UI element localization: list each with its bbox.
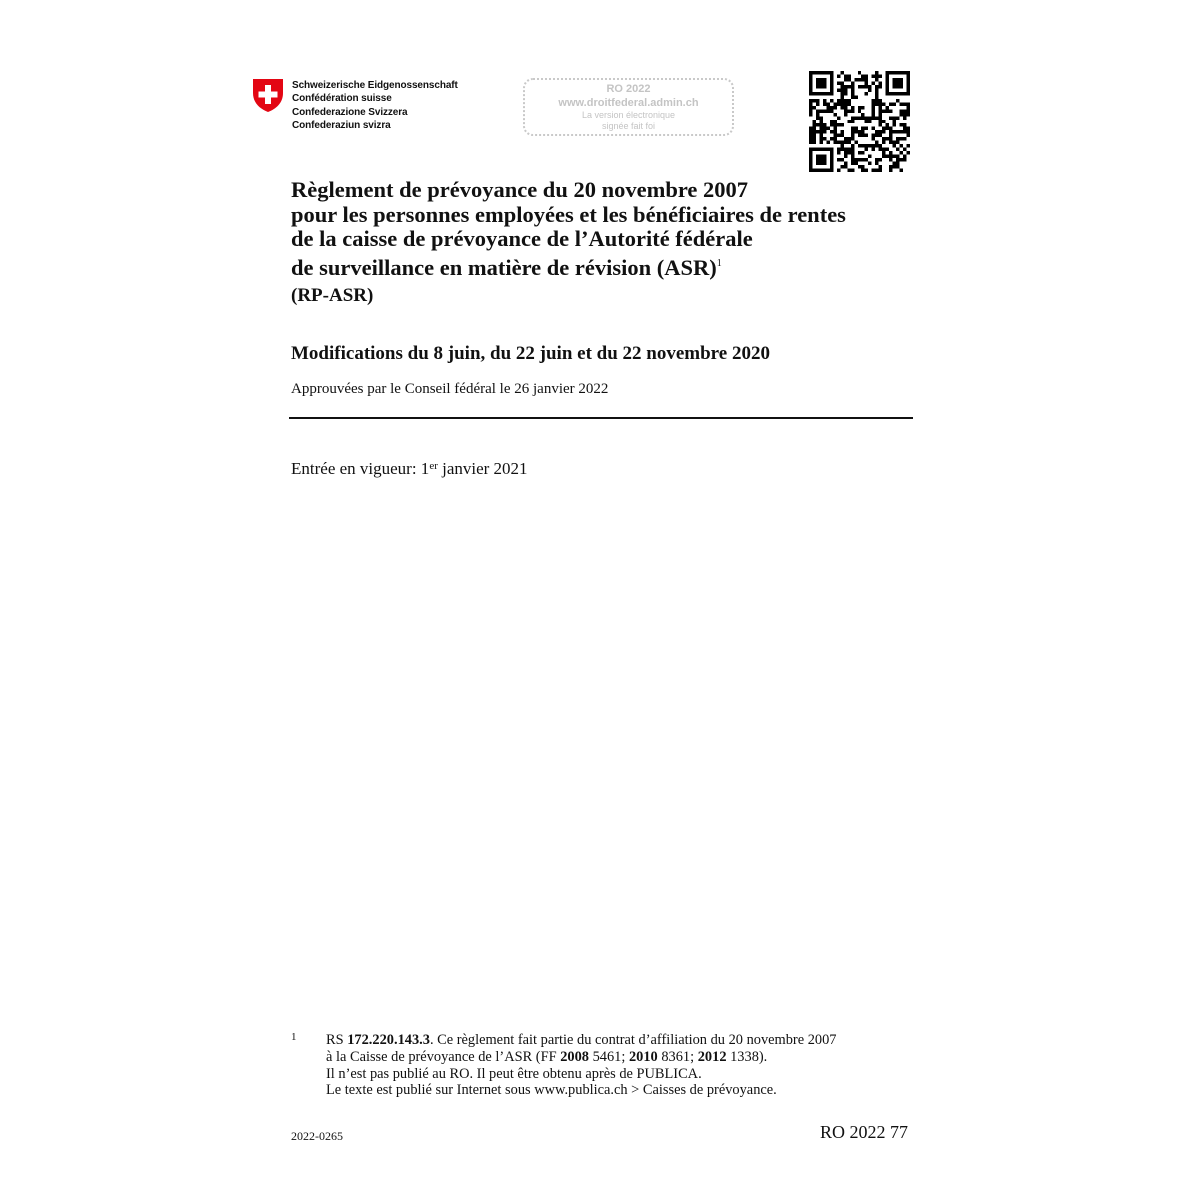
document-id: 2022-0265 bbox=[291, 1129, 343, 1143]
federal-name-de: Schweizerische Eidgenossenschaft bbox=[292, 80, 458, 91]
fn-rs-number: 172.220.143.3 bbox=[347, 1032, 430, 1048]
footnote-number: 1 bbox=[291, 1031, 297, 1043]
federal-administration-names bbox=[292, 79, 458, 133]
footnote-text bbox=[326, 1032, 837, 1099]
title-line-2: pour les personnes employées et les bénéficiaires de rentes bbox=[291, 201, 846, 227]
entry-suffix: janvier 2021 bbox=[437, 459, 528, 478]
modifications-heading: Modifications du 8 juin, du 22 juin et du 22 novembre 2020 bbox=[291, 343, 770, 364]
qr-code-icon bbox=[809, 71, 910, 172]
stamp-collection: RO 2022 bbox=[606, 83, 651, 95]
title-line-1: Règlement de prévoyance du 20 novembre 2007 bbox=[291, 177, 749, 202]
footnote-line-3: Il n’est pas publié au RO. Il peut être obtenu après de PUBLICA. bbox=[326, 1065, 702, 1082]
title-line-4: de surveillance en matière de révision (ASR) bbox=[291, 254, 717, 280]
electronic-signature-stamp bbox=[523, 78, 734, 136]
separator-rule bbox=[289, 417, 913, 419]
fn-l2-e: 8361; bbox=[657, 1048, 698, 1065]
stamp-note-line2: signée fait foi bbox=[601, 121, 656, 131]
footnote-line-1 bbox=[326, 1032, 837, 1049]
entry-superscript: er bbox=[429, 460, 438, 472]
footnote-line-2 bbox=[326, 1049, 837, 1066]
stamp-note-line1: La version électronique bbox=[581, 110, 676, 120]
fn-l1-a: RS bbox=[326, 1032, 348, 1048]
fn-l1-c: . Ce règlement fait partie du contrat d’affiliation du 20 novembre 2007 bbox=[429, 1032, 837, 1048]
title-line-3: de la caisse de prévoyance de l’Autorité fédérale bbox=[291, 226, 753, 251]
fn-l2-g: 1338). bbox=[726, 1048, 768, 1065]
entry-into-force bbox=[291, 456, 528, 479]
approval-note: Approuvées par le Conseil fédéral le 26 janvier 2022 bbox=[291, 381, 609, 397]
fn-ff-year-2: 2010 bbox=[628, 1048, 658, 1065]
title-line-4-wrapper bbox=[291, 252, 846, 281]
fn-ff-year-3: 2012 bbox=[697, 1048, 727, 1065]
footnote-line-4: Le texte est publié sur Internet sous www.publica.ch > Caisses de prévoyance. bbox=[326, 1082, 777, 1099]
federal-name-fr: Confédération suisse bbox=[292, 93, 392, 105]
ro-reference: RO 2022 77 bbox=[819, 1122, 908, 1142]
federal-name-it: Confederazione Svizzera bbox=[292, 106, 408, 118]
fn-ff-year-1: 2008 bbox=[560, 1048, 589, 1065]
document-title bbox=[291, 178, 846, 280]
federal-name-rm: Confederaziun svizra bbox=[292, 120, 391, 132]
entry-prefix: Entrée en vigueur: 1 bbox=[291, 459, 430, 478]
stamp-url: www.droitfederal.admin.ch bbox=[558, 97, 699, 109]
fn-l2-a: à la Caisse de prévoyance de l’ASR (FF bbox=[326, 1048, 561, 1065]
document-abbreviation: (RP-ASR) bbox=[291, 285, 374, 306]
swiss-coat-of-arms-icon bbox=[250, 77, 286, 113]
fn-l2-c: 5461; bbox=[588, 1048, 629, 1065]
title-footnote-ref[interactable]: 1 bbox=[716, 257, 722, 269]
